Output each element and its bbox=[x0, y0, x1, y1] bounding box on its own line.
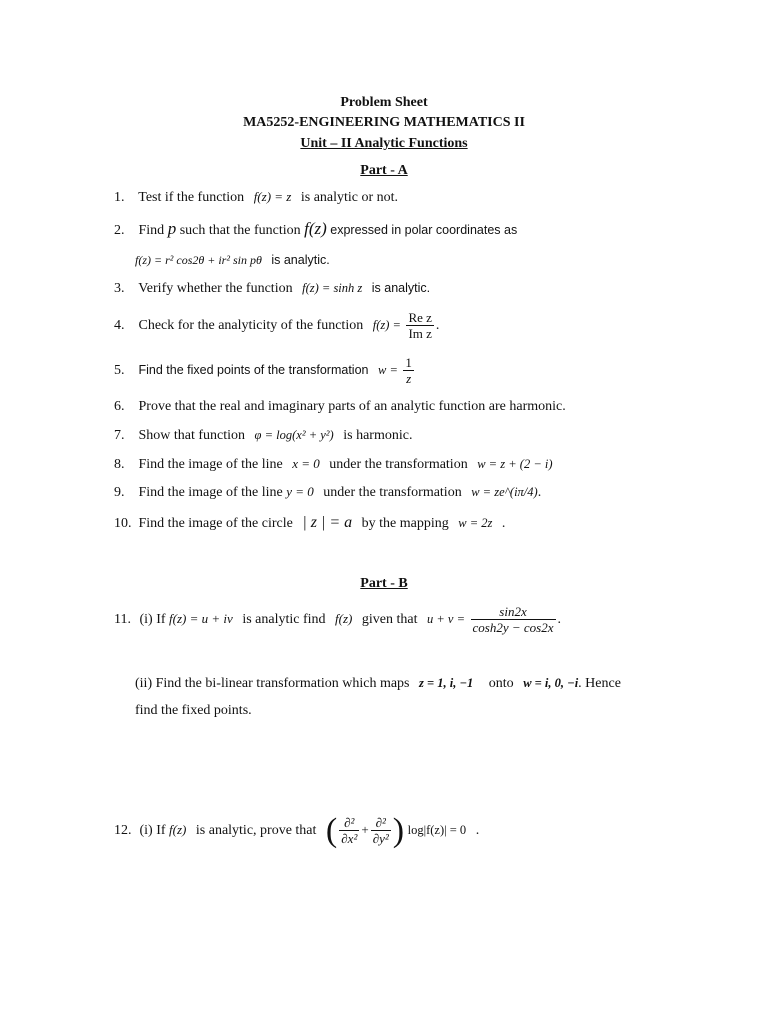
question-text: given that bbox=[361, 612, 418, 627]
question-text: is analytic, prove that bbox=[195, 823, 317, 838]
math-expression: f(z) bbox=[335, 611, 353, 626]
part-b-title-text: Part - B bbox=[360, 576, 408, 591]
question-number: 9. bbox=[114, 485, 125, 500]
sheet-title: Problem Sheet bbox=[340, 95, 428, 110]
question-text: . bbox=[501, 516, 506, 531]
question-4 bbox=[114, 308, 439, 343]
question-text: Find the image of the circle bbox=[138, 516, 293, 531]
question-text: Find the image of the line bbox=[138, 485, 283, 500]
part-a-title-text: Part - A bbox=[360, 163, 408, 178]
part-b-title bbox=[0, 575, 768, 593]
unit-title bbox=[0, 135, 768, 153]
question-number: 3. bbox=[114, 281, 125, 296]
plus-sign: + bbox=[361, 822, 369, 837]
unit-title-text: Unit – II Analytic Functions bbox=[300, 136, 468, 151]
question-text: is analytic. bbox=[371, 281, 431, 295]
fraction bbox=[403, 355, 414, 386]
question-text: is analytic or not. bbox=[300, 190, 399, 205]
left-paren: ( bbox=[325, 811, 338, 849]
fraction-denominator: z bbox=[406, 371, 412, 387]
math-expression: w = i, 0, −i bbox=[523, 676, 579, 690]
math-expression: f(z) = u + iv bbox=[169, 611, 233, 626]
question-text: Find the fixed points of the transformation bbox=[138, 363, 369, 377]
question-5 bbox=[114, 353, 416, 388]
fraction-numerator: ∂² bbox=[339, 815, 359, 831]
fraction-denominator: ∂y² bbox=[372, 831, 389, 847]
question-7 bbox=[114, 426, 412, 445]
question-number: 8. bbox=[114, 457, 125, 472]
question-text: is analytic. bbox=[271, 253, 330, 267]
math-expression: z = 1, i, −1 bbox=[419, 676, 474, 690]
fraction bbox=[371, 815, 391, 846]
question-text: Test if the function bbox=[138, 190, 245, 205]
question-part: (i) bbox=[139, 823, 153, 838]
question-11-ii-cont bbox=[135, 702, 252, 720]
question-text: onto bbox=[488, 676, 514, 691]
fraction bbox=[471, 604, 556, 635]
question-text: . bbox=[537, 485, 542, 500]
question-text: Prove that the real and imaginary parts of an analytic function are harmonic. bbox=[138, 399, 566, 414]
question-2-cont bbox=[135, 251, 330, 270]
math-expression: log|f(z)| = 0 bbox=[407, 823, 467, 837]
math-expression: f(z) = bbox=[372, 318, 401, 332]
fraction-numerator: sin2x bbox=[471, 604, 556, 620]
math-expression: w = bbox=[378, 363, 398, 377]
question-11-ii bbox=[135, 674, 621, 693]
question-number: 1. bbox=[114, 190, 125, 205]
fraction-denominator: Im z bbox=[408, 326, 432, 342]
question-number: 12. bbox=[114, 823, 132, 838]
question-9 bbox=[114, 483, 541, 502]
math-expression: f(z) = r² cos2θ + ir² sin pθ bbox=[135, 253, 262, 267]
question-3 bbox=[114, 279, 430, 298]
math-expression: f(z) bbox=[304, 219, 327, 238]
question-part: (i) bbox=[139, 612, 153, 627]
question-text: Show that function bbox=[138, 428, 246, 443]
question-11-i bbox=[114, 602, 561, 637]
question-text: under the transformation bbox=[329, 457, 468, 472]
question-text: Find the bi-linear transformation which maps bbox=[155, 676, 410, 691]
question-number: 11. bbox=[114, 612, 131, 627]
fraction-numerator: ∂² bbox=[371, 815, 391, 831]
question-number: 6. bbox=[114, 399, 125, 414]
question-text: . bbox=[557, 612, 561, 627]
question-text: . bbox=[475, 823, 480, 838]
question-text: Check for the analyticity of the function bbox=[138, 318, 364, 333]
math-expression: φ = log(x² + y²) bbox=[254, 428, 334, 442]
fraction-denominator: ∂x² bbox=[341, 831, 358, 847]
question-text: by the mapping bbox=[361, 516, 449, 531]
question-part: (ii) bbox=[135, 676, 153, 691]
question-number: 5. bbox=[114, 363, 125, 378]
question-text: such that the function bbox=[179, 223, 301, 238]
math-expression: f(z) bbox=[169, 822, 187, 837]
question-10 bbox=[114, 514, 505, 533]
question-number: 4. bbox=[114, 318, 125, 333]
question-12-i bbox=[114, 810, 479, 851]
question-text: find the fixed points. bbox=[135, 703, 252, 718]
question-text: Find the image of the line bbox=[138, 457, 283, 472]
question-text: If bbox=[156, 823, 166, 838]
math-expression: y = 0 bbox=[286, 484, 314, 499]
fraction-denominator: cosh2y − cos2x bbox=[472, 620, 554, 636]
question-number: 7. bbox=[114, 428, 125, 443]
math-expression: p bbox=[167, 219, 177, 238]
question-text: expressed in polar coordinates as bbox=[330, 223, 518, 237]
math-expression: w = 2z bbox=[458, 516, 493, 530]
question-8 bbox=[114, 455, 553, 474]
math-expression: f(z) = z bbox=[253, 189, 292, 204]
question-text: . Hence bbox=[578, 676, 621, 691]
math-expression: x = 0 bbox=[292, 456, 320, 471]
fraction-numerator: 1 bbox=[405, 355, 412, 371]
course-title: MA5252-ENGINEERING MATHEMATICS II bbox=[243, 115, 525, 130]
question-text: Find bbox=[138, 223, 165, 238]
question-text: Verify whether the function bbox=[138, 281, 293, 296]
question-number: 10. bbox=[114, 516, 132, 531]
right-paren: ) bbox=[392, 811, 405, 849]
question-text: If bbox=[156, 612, 166, 627]
fraction-numerator: Re z bbox=[408, 310, 432, 326]
question-2 bbox=[114, 220, 517, 240]
question-text: is analytic find bbox=[242, 612, 326, 627]
question-text: is harmonic. bbox=[343, 428, 413, 443]
question-number: 2. bbox=[114, 223, 125, 238]
math-expression: w = ze^(iπ/4) bbox=[471, 485, 538, 499]
question-text: . bbox=[435, 318, 440, 333]
question-6 bbox=[114, 398, 566, 416]
fraction bbox=[406, 310, 433, 341]
question-text: under the transformation bbox=[323, 485, 462, 500]
part-a-title bbox=[0, 162, 768, 180]
math-expression: u + v = bbox=[426, 612, 466, 626]
fraction bbox=[339, 815, 359, 846]
question-1 bbox=[114, 188, 398, 207]
math-expression: f(z) = sinh z bbox=[302, 281, 363, 295]
math-expression: | z | = a bbox=[302, 514, 353, 531]
math-expression: w = z + (2 − i) bbox=[477, 457, 553, 471]
